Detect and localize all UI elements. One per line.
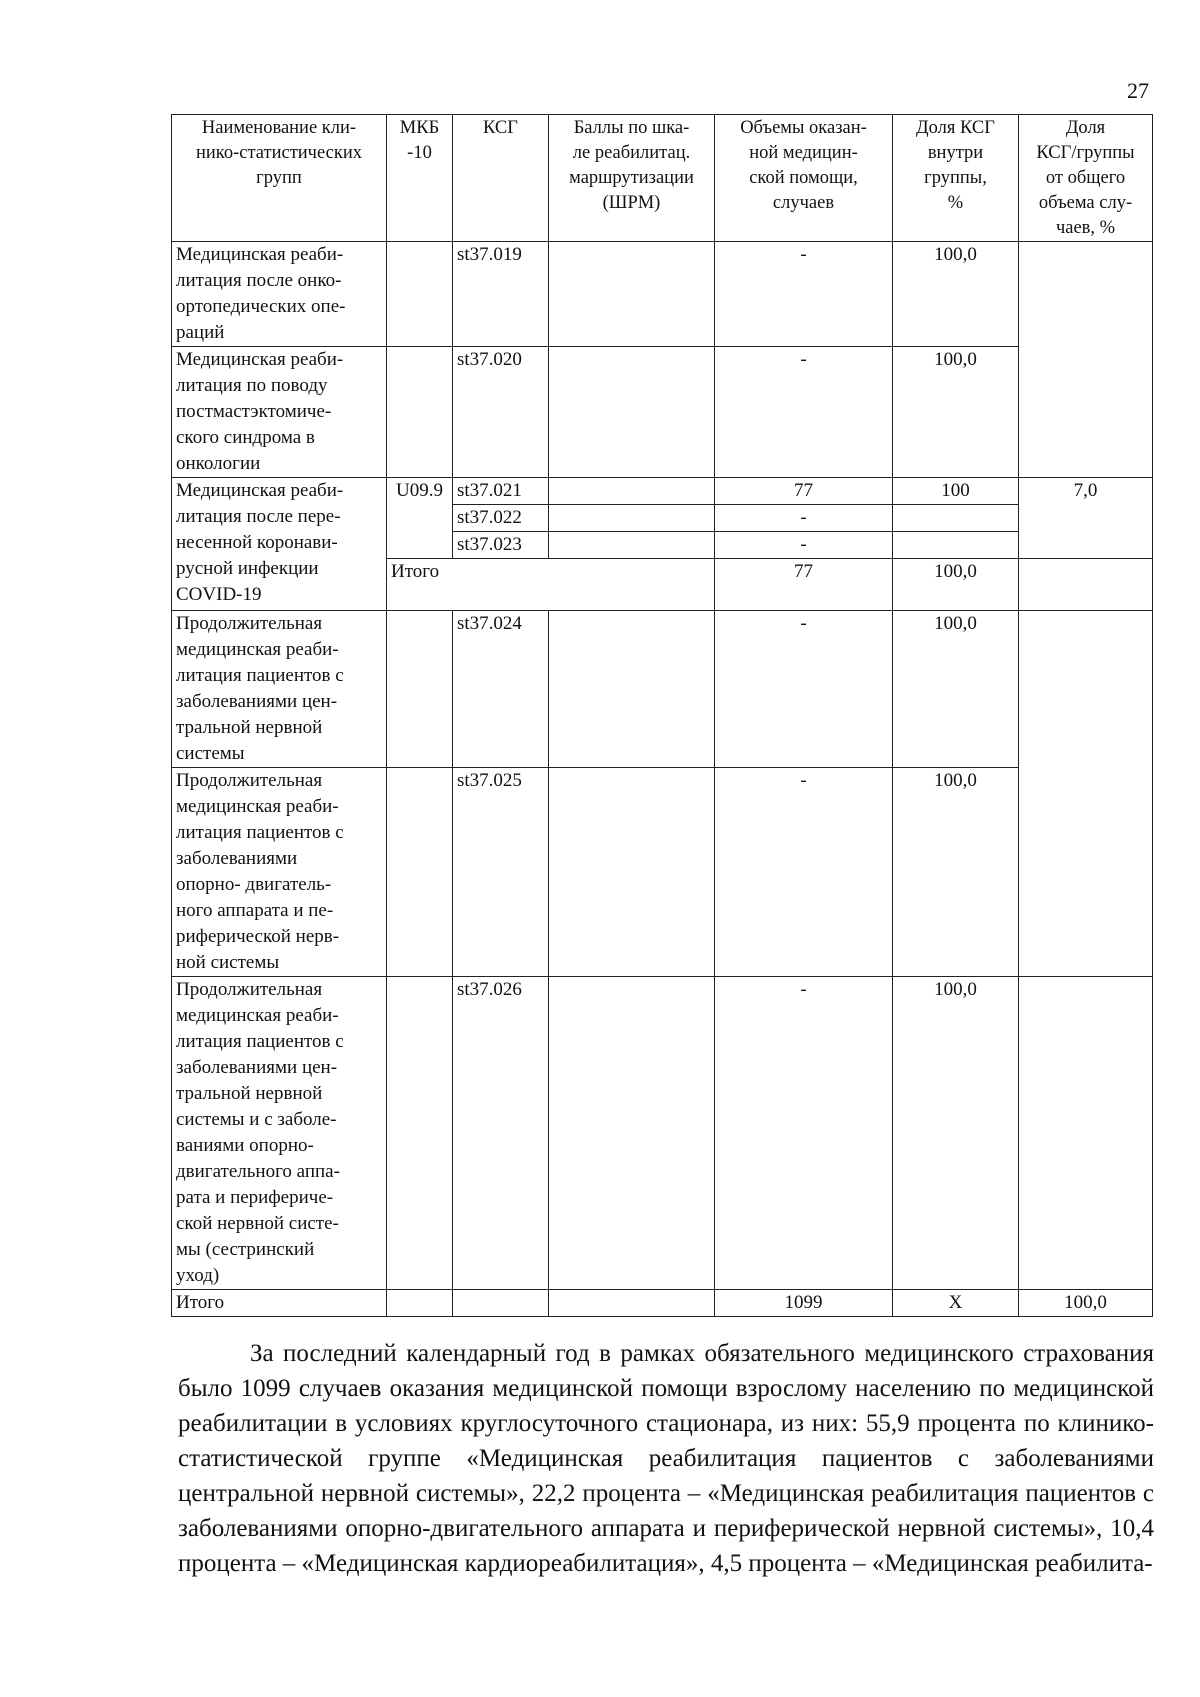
- header-group-name: Наименование кли- нико-статистических групп: [172, 115, 387, 242]
- share-total-cell: [1019, 977, 1153, 1290]
- share-total-cell: [1019, 559, 1153, 611]
- total-share-total: 100,0: [1019, 1290, 1153, 1317]
- header-share-total: Доля КСГ/группы от общего объема слу- чаев, %: [1019, 115, 1153, 242]
- ksg-cell: [453, 1290, 549, 1317]
- share-in-group-cell: 100,0: [893, 242, 1019, 347]
- volume-cell: -: [715, 242, 893, 347]
- mkb-cell: [387, 768, 453, 977]
- ksg-cell: st37.025: [453, 768, 549, 977]
- volume-cell: -: [715, 768, 893, 977]
- share-in-group-cell: 100,0: [893, 347, 1019, 478]
- total-row: [172, 1290, 1153, 1317]
- header-shrm: Баллы по шка- ле реабилитац. маршрутизации (ШРМ): [549, 115, 715, 242]
- ksg-cell: st37.026: [453, 977, 549, 1290]
- ksg-cell: st37.021: [453, 478, 549, 505]
- shrm-cell: [549, 242, 715, 347]
- page-number: 27: [1127, 78, 1149, 103]
- shrm-cell: [549, 611, 715, 768]
- share-in-group-cell: [893, 505, 1019, 532]
- shrm-cell: [549, 347, 715, 478]
- ksg-cell: st37.023: [453, 532, 549, 559]
- group-name-cell: Медицинская реаби- литация после онко- ортопедических опе- раций: [172, 242, 387, 347]
- rehabilitation-table: [171, 114, 1153, 1317]
- subtotal-volume: 77: [715, 559, 893, 611]
- shrm-cell: [549, 768, 715, 977]
- ksg-cell: st37.019: [453, 242, 549, 347]
- shrm-cell: [549, 505, 715, 532]
- shrm-cell: [549, 532, 715, 559]
- total-volume: 1099: [715, 1290, 893, 1317]
- share-in-group-cell: [893, 532, 1019, 559]
- volume-cell: -: [715, 611, 893, 768]
- table-row: [172, 478, 1153, 505]
- share-in-group-cell: 100: [893, 478, 1019, 505]
- shrm-cell: [549, 478, 715, 505]
- share-in-group-cell: 100,0: [893, 977, 1019, 1290]
- group-name-cell: Медицинская реаби- литация после пере- несенной коронави- русной инфекции COVID-19: [172, 478, 387, 611]
- share-in-group-cell: 100,0: [893, 611, 1019, 768]
- header-ksg: КСГ: [453, 115, 549, 242]
- share-total-cell: [1019, 611, 1153, 977]
- mkb-cell: [387, 977, 453, 1290]
- subtotal-label: Итого: [387, 559, 715, 611]
- volume-cell: 77: [715, 478, 893, 505]
- header-share-in-group: Доля КСГ внутри группы, %: [893, 115, 1019, 242]
- table-row: [172, 611, 1153, 768]
- group-name-cell: Медицинская реаби- литация по поводу постмастэктомиче- ского синдрома в онкологии: [172, 347, 387, 478]
- table-row: [172, 977, 1153, 1290]
- share-total-cell: [1019, 242, 1153, 478]
- group-name-cell: Продолжительная медицинская реаби- литация пациентов с заболеваниями цен- тральной нервной системы: [172, 611, 387, 768]
- group-name-cell: Продолжительная медицинская реаби- литация пациентов с заболеваниями опорно- двигатель- ного аппарата и пе- риферической нерв- ной системы: [172, 768, 387, 977]
- share-total-cell: 7,0: [1019, 478, 1153, 559]
- total-share-in-group: Х: [893, 1290, 1019, 1317]
- table-row: [172, 768, 1153, 977]
- volume-cell: -: [715, 532, 893, 559]
- ksg-cell: st37.022: [453, 505, 549, 532]
- mkb-cell: [387, 242, 453, 347]
- volume-cell: -: [715, 347, 893, 478]
- mkb-cell: [387, 611, 453, 768]
- volume-cell: -: [715, 977, 893, 1290]
- header-volume: Объемы оказан- ной медицин- ской помощи, случаев: [715, 115, 893, 242]
- shrm-cell: [549, 977, 715, 1290]
- mkb-cell: [387, 1290, 453, 1317]
- subtotal-share-in-group: 100,0: [893, 559, 1019, 611]
- volume-cell: -: [715, 505, 893, 532]
- table-header-row: [172, 115, 1153, 242]
- header-mkb: МКБ -10: [387, 115, 453, 242]
- shrm-cell: [549, 1290, 715, 1317]
- group-name-cell: Продолжительная медицинская реаби- литация пациентов с заболеваниями цен- тральной нервной системы и с заболе- ваниями опорно- двигательного аппа- рата и перифериче- ской нервной систе- мы (сестринский уход): [172, 977, 387, 1290]
- ksg-cell: st37.020: [453, 347, 549, 478]
- table-row: [172, 242, 1153, 347]
- total-label: Итого: [172, 1290, 387, 1317]
- body-paragraph: За последний календарный год в рамках обязательного медицинского страхования было 1099 случаев оказания медицинской помощи взрослому населению по медицинской реабилитации в условиях круглосуточного стационара, из них: 55,9 процента по клинико-статистической группе «Медицинская реабилитация пациентов с заболеваниями центральной нервной системы», 22,2 процента – «Медицинская реабилитация пациентов с заболеваниями опорно-двигательного аппарата и периферической нервной системы», 10,4 процента – «Медицинская кардиореабилитация», 4,5 процента – «Медицинская реабилита-: [178, 1340, 1154, 1577]
- table-row: [172, 347, 1153, 478]
- ksg-cell: st37.024: [453, 611, 549, 768]
- mkb-cell: [387, 347, 453, 478]
- share-in-group-cell: 100,0: [893, 768, 1019, 977]
- mkb-cell: U09.9: [387, 478, 453, 559]
